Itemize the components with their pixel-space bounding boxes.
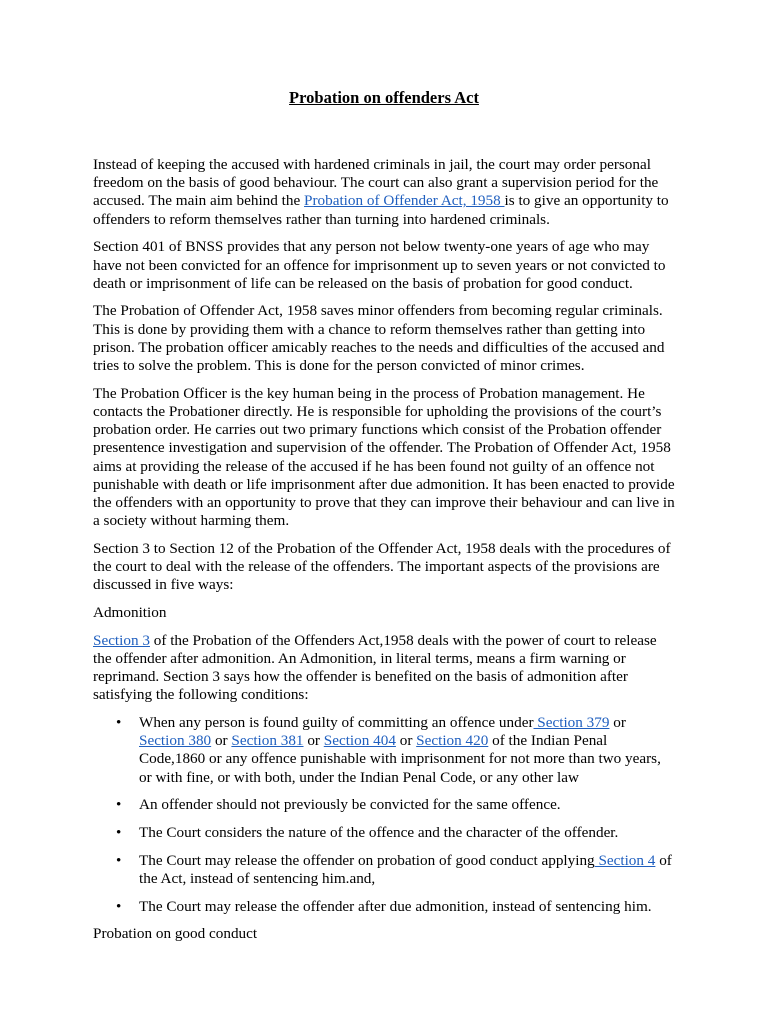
bullet-icon: • [116,897,122,915]
paragraph-intro-text-2: is to give an opportunity to offenders to reform themselves rather than turning into hardened criminals. [93,192,669,228]
link-section-4[interactable]: Section 4 [594,851,656,869]
list-item [116,796,675,814]
list-item [116,851,675,888]
document-title: Probation on offenders Act [289,88,479,107]
link-section-420[interactable]: Section 420 [416,732,489,750]
link-probation-of-offender-act[interactable]: Probation of Offender Act, 1958 [304,192,505,210]
bullet-icon: • [116,824,122,841]
link-section-404[interactable]: Section 404 [323,732,396,750]
bullet-icon: • [116,796,122,814]
paragraph-bnss-section-401: Section 401 of BNSS provides that any person not below twenty-one years of age who may have not been convicted for an offence for imprisonment up to seven years or not convicted to death or imprisonment of life can be released on the basis of probation for good conduct. [93,238,666,292]
paragraph-section-3-text: of the Probation of the Offenders Act,1958 deals with the power of court to release the offender after admonition. An Admonition, in literal terms, means a firm warning or reprimand. Section 3 says how the offender is benefited on the basis of admonition after satisfying the following conditions: [93,631,657,704]
paragraph-probation-officer: The Probation Officer is the key human being in the process of Probation management. He contacts the Probationer directly. He is responsible for upholding the provisions of the court’s probation order. He carries out two primary functions which consist of the Probation offender presentence investigation and supervision of the offender. The Probation of Offender Act, 1958 aims at providing the release of the accused if he has been found not guilty of an offence not punishable with death or life imprisonment after due admonition. It has been enacted to provide the offenders with an opportunity to prove that they can improve their behaviour and can live in a society without harming them. [93,384,675,530]
link-section-379[interactable]: Section 379 [533,713,610,731]
list-item-text: of the Indian Penal Code,1860 or any offence punishable with imprisonment for not more than two years, or with fine, or with both, under the Indian Penal Code, or any other law [139,732,661,786]
list-item-text: The Court considers the nature of the offence and the character of the offender. [139,824,619,841]
list-item-text: of the Act, instead of sentencing him.and, [139,851,672,887]
list-item-text: The Court may release the offender on probation of good conduct applying [139,851,595,869]
heading-probation-good-conduct: Probation on good conduct [93,925,258,943]
bullet-icon: • [116,851,122,869]
list-item [116,824,675,842]
list-item [116,897,675,916]
conditions-list [93,714,675,916]
paragraph-sections-overview: Section 3 to Section 12 of the Probation of the Offender Act, 1958 deals with the procedures of the court to deal with the release of the offenders. The important aspects of the provisions are discussed in five ways: [93,539,671,594]
heading-admonition: Admonition [93,603,167,621]
bullet-icon: • [116,713,122,731]
list-item-text: or [303,732,324,750]
list-item-text: When any person is found guilty of committing an offence under [139,713,534,731]
link-section-381[interactable]: Section 381 [231,732,304,750]
list-item-text: or [211,732,232,750]
paragraph-intro [93,156,675,229]
paragraph-intro-text-1: Instead of keeping the accused with hardened criminals in jail, the court may order personal freedom on the basis of good behaviour. The court can also grant a supervision period for the accused. The main aim behind the [93,156,659,210]
paragraph-minor-offenders: The Probation of Offender Act, 1958 saves minor offenders from becoming regular criminals. This is done by providing them with a chance to reform themselves rather than getting into prison. The probation officer amicably reaches to the needs and difficulties of the accused and tries to solve the problem. This is done for the person convicted of minor crimes. [93,302,665,375]
list-item-text: or [395,732,417,750]
link-section-3[interactable]: Section 3 [93,631,150,649]
list-item-text: The Court may release the offender after due admonition, instead of sentencing him. [139,897,652,915]
document-page [93,88,675,953]
list-item-text: or [609,713,626,731]
link-section-380[interactable]: Section 380 [139,732,212,750]
paragraph-section-3 [93,632,675,705]
list-item-text: An offender should not previously be convicted for the same offence. [139,796,561,814]
list-item [116,713,675,787]
